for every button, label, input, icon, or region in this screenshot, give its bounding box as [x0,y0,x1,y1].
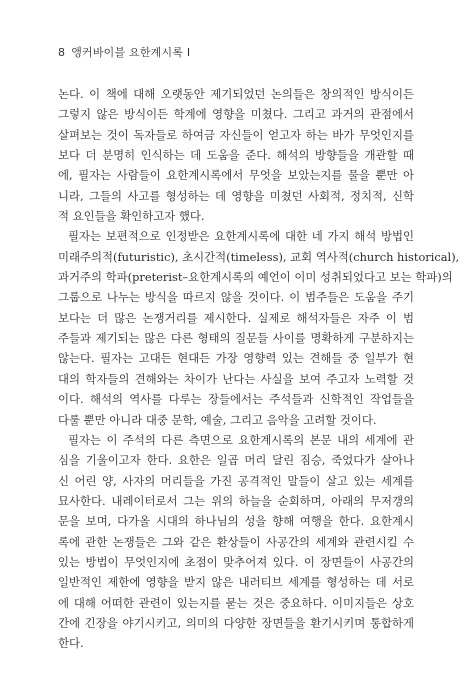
text-line: 에, 필자는 사람들이 요한계시록에서 무엇을 보았는지를 물을 뿐만 아 [58,168,414,183]
text-line: 보다 더 분명히 인식하는 데 도움을 준다. 해석의 방향들을 개관할 때 [58,148,414,163]
running-head [58,44,190,60]
text-line: 과거주의 학파(preterist–요한계시록의 예언이 이미 성취되었다고 보는 학파)의 [58,270,453,285]
paragraph [58,430,414,654]
text-line: 한다. [58,636,84,651]
paragraph [58,226,460,429]
body-text [58,84,460,654]
paragraph [58,84,414,226]
text-line: 묘사한다. 내레이터로서 그는 위의 하늘을 순회하며, 아래의 무저갱의 [58,493,414,508]
text-line: 간에 긴장을 야기시키고, 의미의 다양한 장면들을 환기시키며 통합하게 [58,615,414,630]
text-line: 문을 보며, 다가올 시대의 하나님의 성을 향해 여행을 한다. 요한계시 [58,514,414,529]
text-line: 에 대해 어떠한 관련이 있는지를 묻는 것은 중요하다. 이미지들은 상호 [58,595,414,610]
text-line: 논다. 이 책에 대해 오랫동안 제기되었던 논의들은 창의적인 방식이든 [58,87,414,101]
book-title: 앵커바이블 요한계시록 I [71,46,191,59]
text-line: 대의 학자들의 견해와는 차이가 난다는 사실을 보여 주고자 노력할 것 [58,371,414,386]
text-line: 필자는 보편적으로 인정받은 요한계시록에 대한 네 가지 해석 방법인 [68,229,414,244]
text-line: 다룰 뿐만 아니라 대중 문학, 예술, 그리고 음악을 고려할 것이다. [58,412,377,427]
text-line: 있는 방법이 무엇인지에 초점이 맞추어져 있다. 이 장면들이 사공간의 [58,554,414,569]
text-line: 그룹으로 나누는 방식을 따르지 않을 것이다. 이 범주들은 도움을 주기 [58,290,414,305]
text-line: 않는다. 필자는 고대든 현대든 가장 영향력 있는 견해들 중 일부가 현 [58,351,414,366]
text-line: 그렇지 않은 방식이든 학계에 영향을 미쳤다. 그리고 과거의 관점에서 [58,107,414,122]
text-line: 니라, 그들의 사고를 형성하는 데 영향을 미쳤던 사회적, 정치적, 신학 [58,188,414,203]
text-line: 일반적인 제한에 영향을 받지 않은 내러티브 세계를 형성하는 데 서로 [58,575,414,590]
text-line: 미래주의적(futuristic), 초시간적(timeless), 교회 역사적(church historical), [58,249,460,264]
text-line: 록에 관한 논쟁들은 그와 같은 환상들이 사공간의 세계와 관련시킬 수 [58,534,414,549]
text-line: 주들과 제기되는 많은 다른 형태의 질문들 사이를 명확하게 구분하지는 [58,331,414,346]
text-line: 살펴보는 것이 독자들로 하여금 자신들이 얻고자 하는 바가 무엇인지를 [58,127,414,142]
page-number: 8 [58,46,66,59]
text-line: 보다는 더 많은 논쟁거리를 제시한다. 실제로 해석자들은 자주 이 범 [58,310,414,325]
text-line: 필자는 이 주석의 다른 측면으로 요한계시록의 본문 내의 세계에 관 [68,432,414,447]
text-line: 신 어린 양, 사자의 머리들을 가진 공격적인 말들이 살고 있는 세계를 [58,473,414,488]
text-line: 적 요인들을 확인하고자 했다. [58,209,205,224]
text-line: 심을 기울이고자 한다. 요한은 일곱 머리 달린 짐승, 죽었다가 살아나 [58,453,414,468]
text-line: 이다. 해석의 역사를 다루는 장들에서는 주석들과 신학적인 작업들을 [58,392,414,407]
